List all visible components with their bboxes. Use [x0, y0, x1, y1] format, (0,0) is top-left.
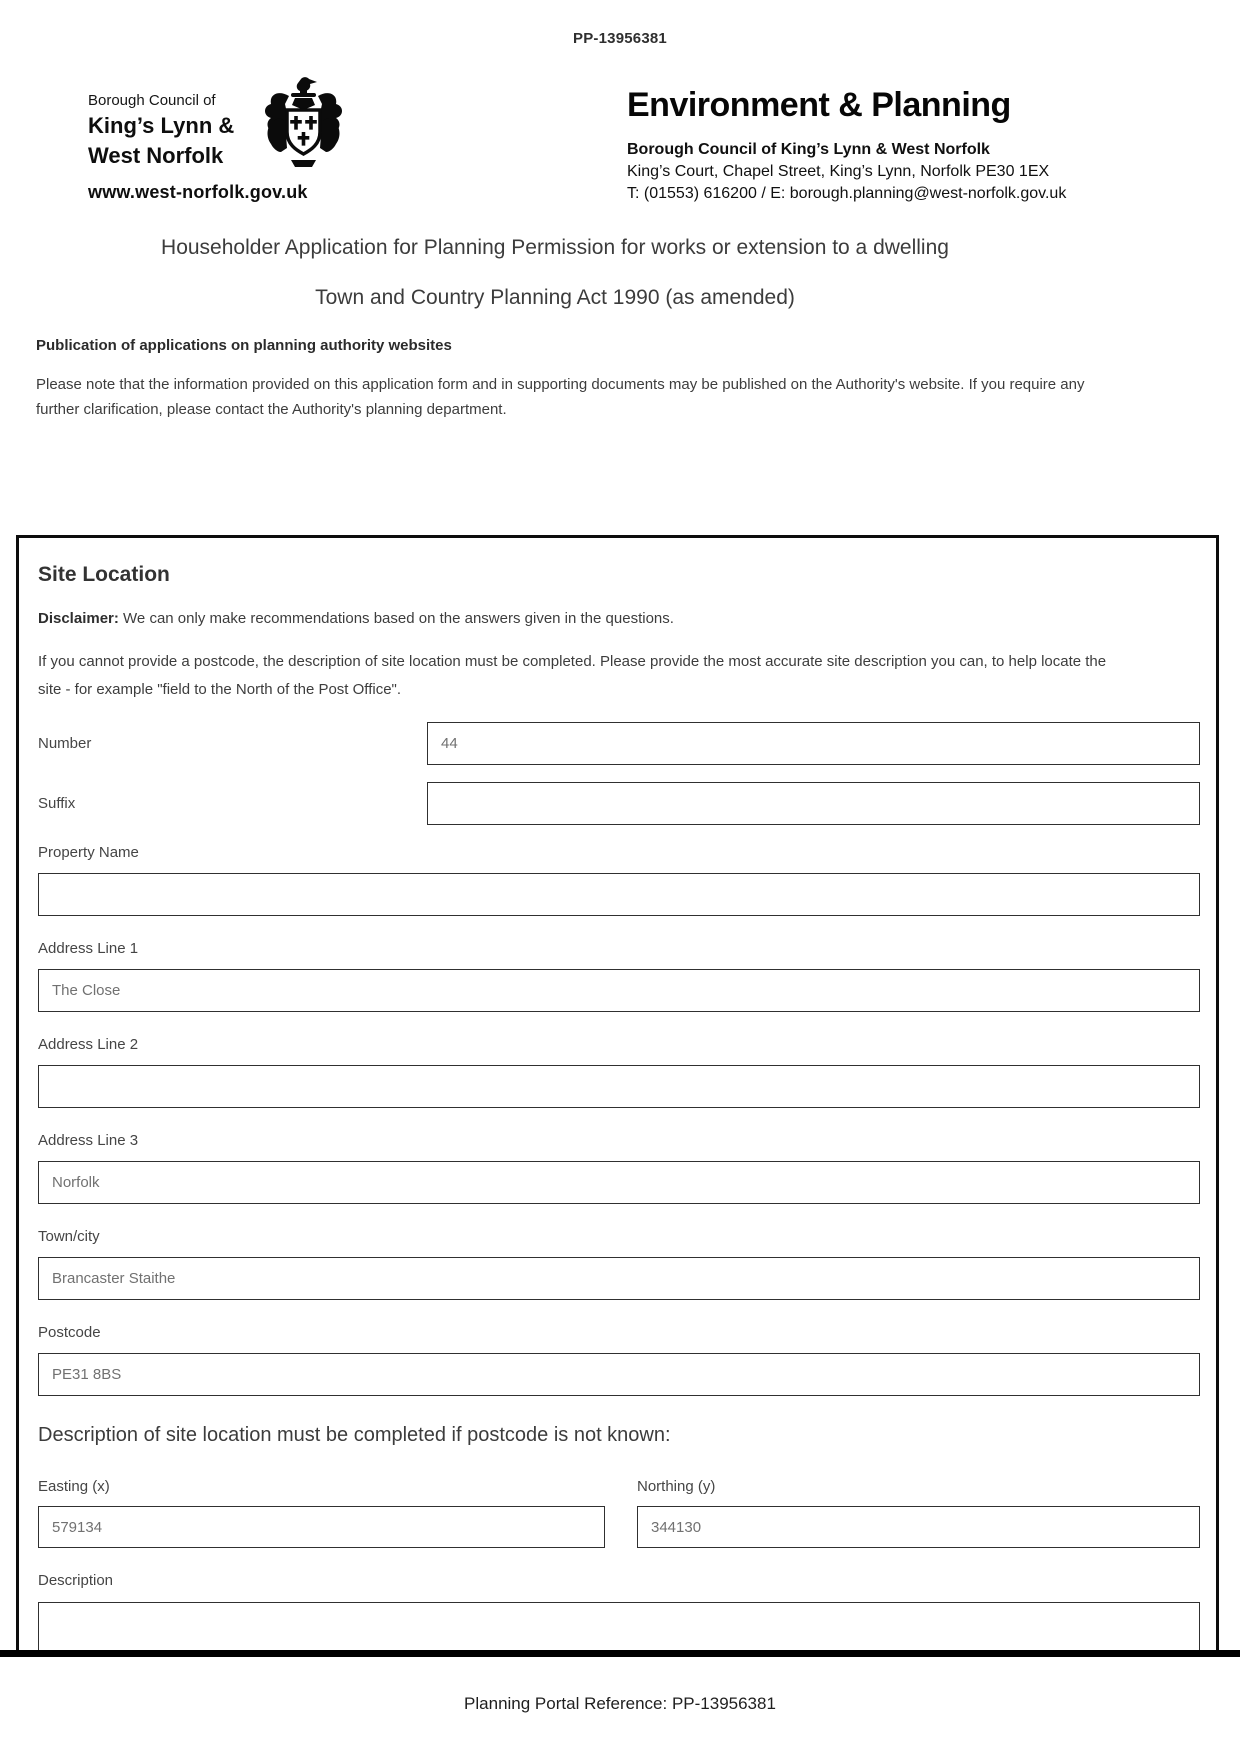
property-name-label: Property Name — [38, 844, 139, 861]
description-section-heading: Description of site location must be completed if postcode is not known: — [38, 1424, 671, 1446]
address-line2-label: Address Line 2 — [38, 1036, 139, 1053]
suffix-input[interactable] — [427, 782, 1200, 825]
planning-portal-reference-footer: Planning Portal Reference: PP-13956381 — [464, 1694, 776, 1713]
property-name-input[interactable] — [38, 873, 1200, 916]
council-line-1: Borough Council of — [88, 92, 216, 109]
address-line2-input[interactable] — [38, 1065, 1200, 1108]
postcode-label: Postcode — [38, 1324, 101, 1341]
site-location-panel — [16, 535, 1219, 1650]
easting-label: Easting (x) — [38, 1478, 110, 1495]
suffix-label: Suffix — [38, 795, 76, 812]
disclaimer-body: We can only make recommendations based on the answers given in the questions. — [123, 610, 674, 627]
address-line3-label: Address Line 3 — [38, 1132, 139, 1149]
page-break-bar — [0, 1650, 1240, 1657]
council-line-3: West Norfolk — [88, 143, 224, 168]
description-label: Description — [38, 1572, 114, 1589]
northing-label: Northing (y) — [637, 1478, 716, 1495]
address-line3-input[interactable] — [38, 1161, 1200, 1204]
disclaimer-label: Disclaimer: — [38, 610, 119, 627]
town-city-input[interactable] — [38, 1257, 1200, 1300]
publication-heading: Publication of applications on planning authority websites — [36, 337, 452, 354]
department-title: Environment & Planning — [627, 86, 1011, 124]
department-header-block — [627, 86, 1066, 205]
council-website: www.west-norfolk.gov.uk — [88, 182, 308, 202]
site-location-instructions: If you cannot provide a postcode, the description of site location must be completed. Please provide the most accurate site description you can, to help locate the site - for example "field to the North of the Post Office". — [38, 653, 1107, 698]
form-subtitle: Town and Country Planning Act 1990 (as amended) — [315, 286, 795, 309]
description-input[interactable] — [38, 1602, 1200, 1650]
address-line1-label: Address Line 1 — [38, 940, 139, 957]
department-address-line2: King’s Court, Chapel Street, King’s Lynn, Norfolk PE30 1EX — [627, 163, 1050, 180]
number-label: Number — [38, 735, 92, 752]
form-title: Householder Application for Planning Permission for works or extension to a dwelling — [161, 236, 949, 259]
disclaimer-text — [38, 610, 674, 627]
publication-text: Please note that the information provided on this application form and in supporting documents may be published on the Authority's website. If you require any further clarification, please contact the Authority's planning department. — [36, 376, 1085, 418]
department-address-line1: Borough Council of King’s Lynn & West Norfolk — [627, 141, 990, 158]
town-city-label: Town/city — [38, 1228, 100, 1245]
department-address-line3: T: (01553) 616200 / E: borough.planning@west-norfolk.gov.uk — [627, 185, 1067, 202]
top-reference: PP-13956381 — [573, 30, 667, 47]
council-crest-icon — [255, 76, 352, 177]
easting-input[interactable] — [38, 1506, 605, 1548]
number-input[interactable] — [427, 722, 1200, 765]
council-line-2: King’s Lynn & — [88, 113, 235, 138]
postcode-input[interactable] — [38, 1353, 1200, 1396]
northing-input[interactable] — [637, 1506, 1200, 1548]
site-location-heading: Site Location — [38, 563, 170, 586]
address-line1-input[interactable] — [38, 969, 1200, 1012]
